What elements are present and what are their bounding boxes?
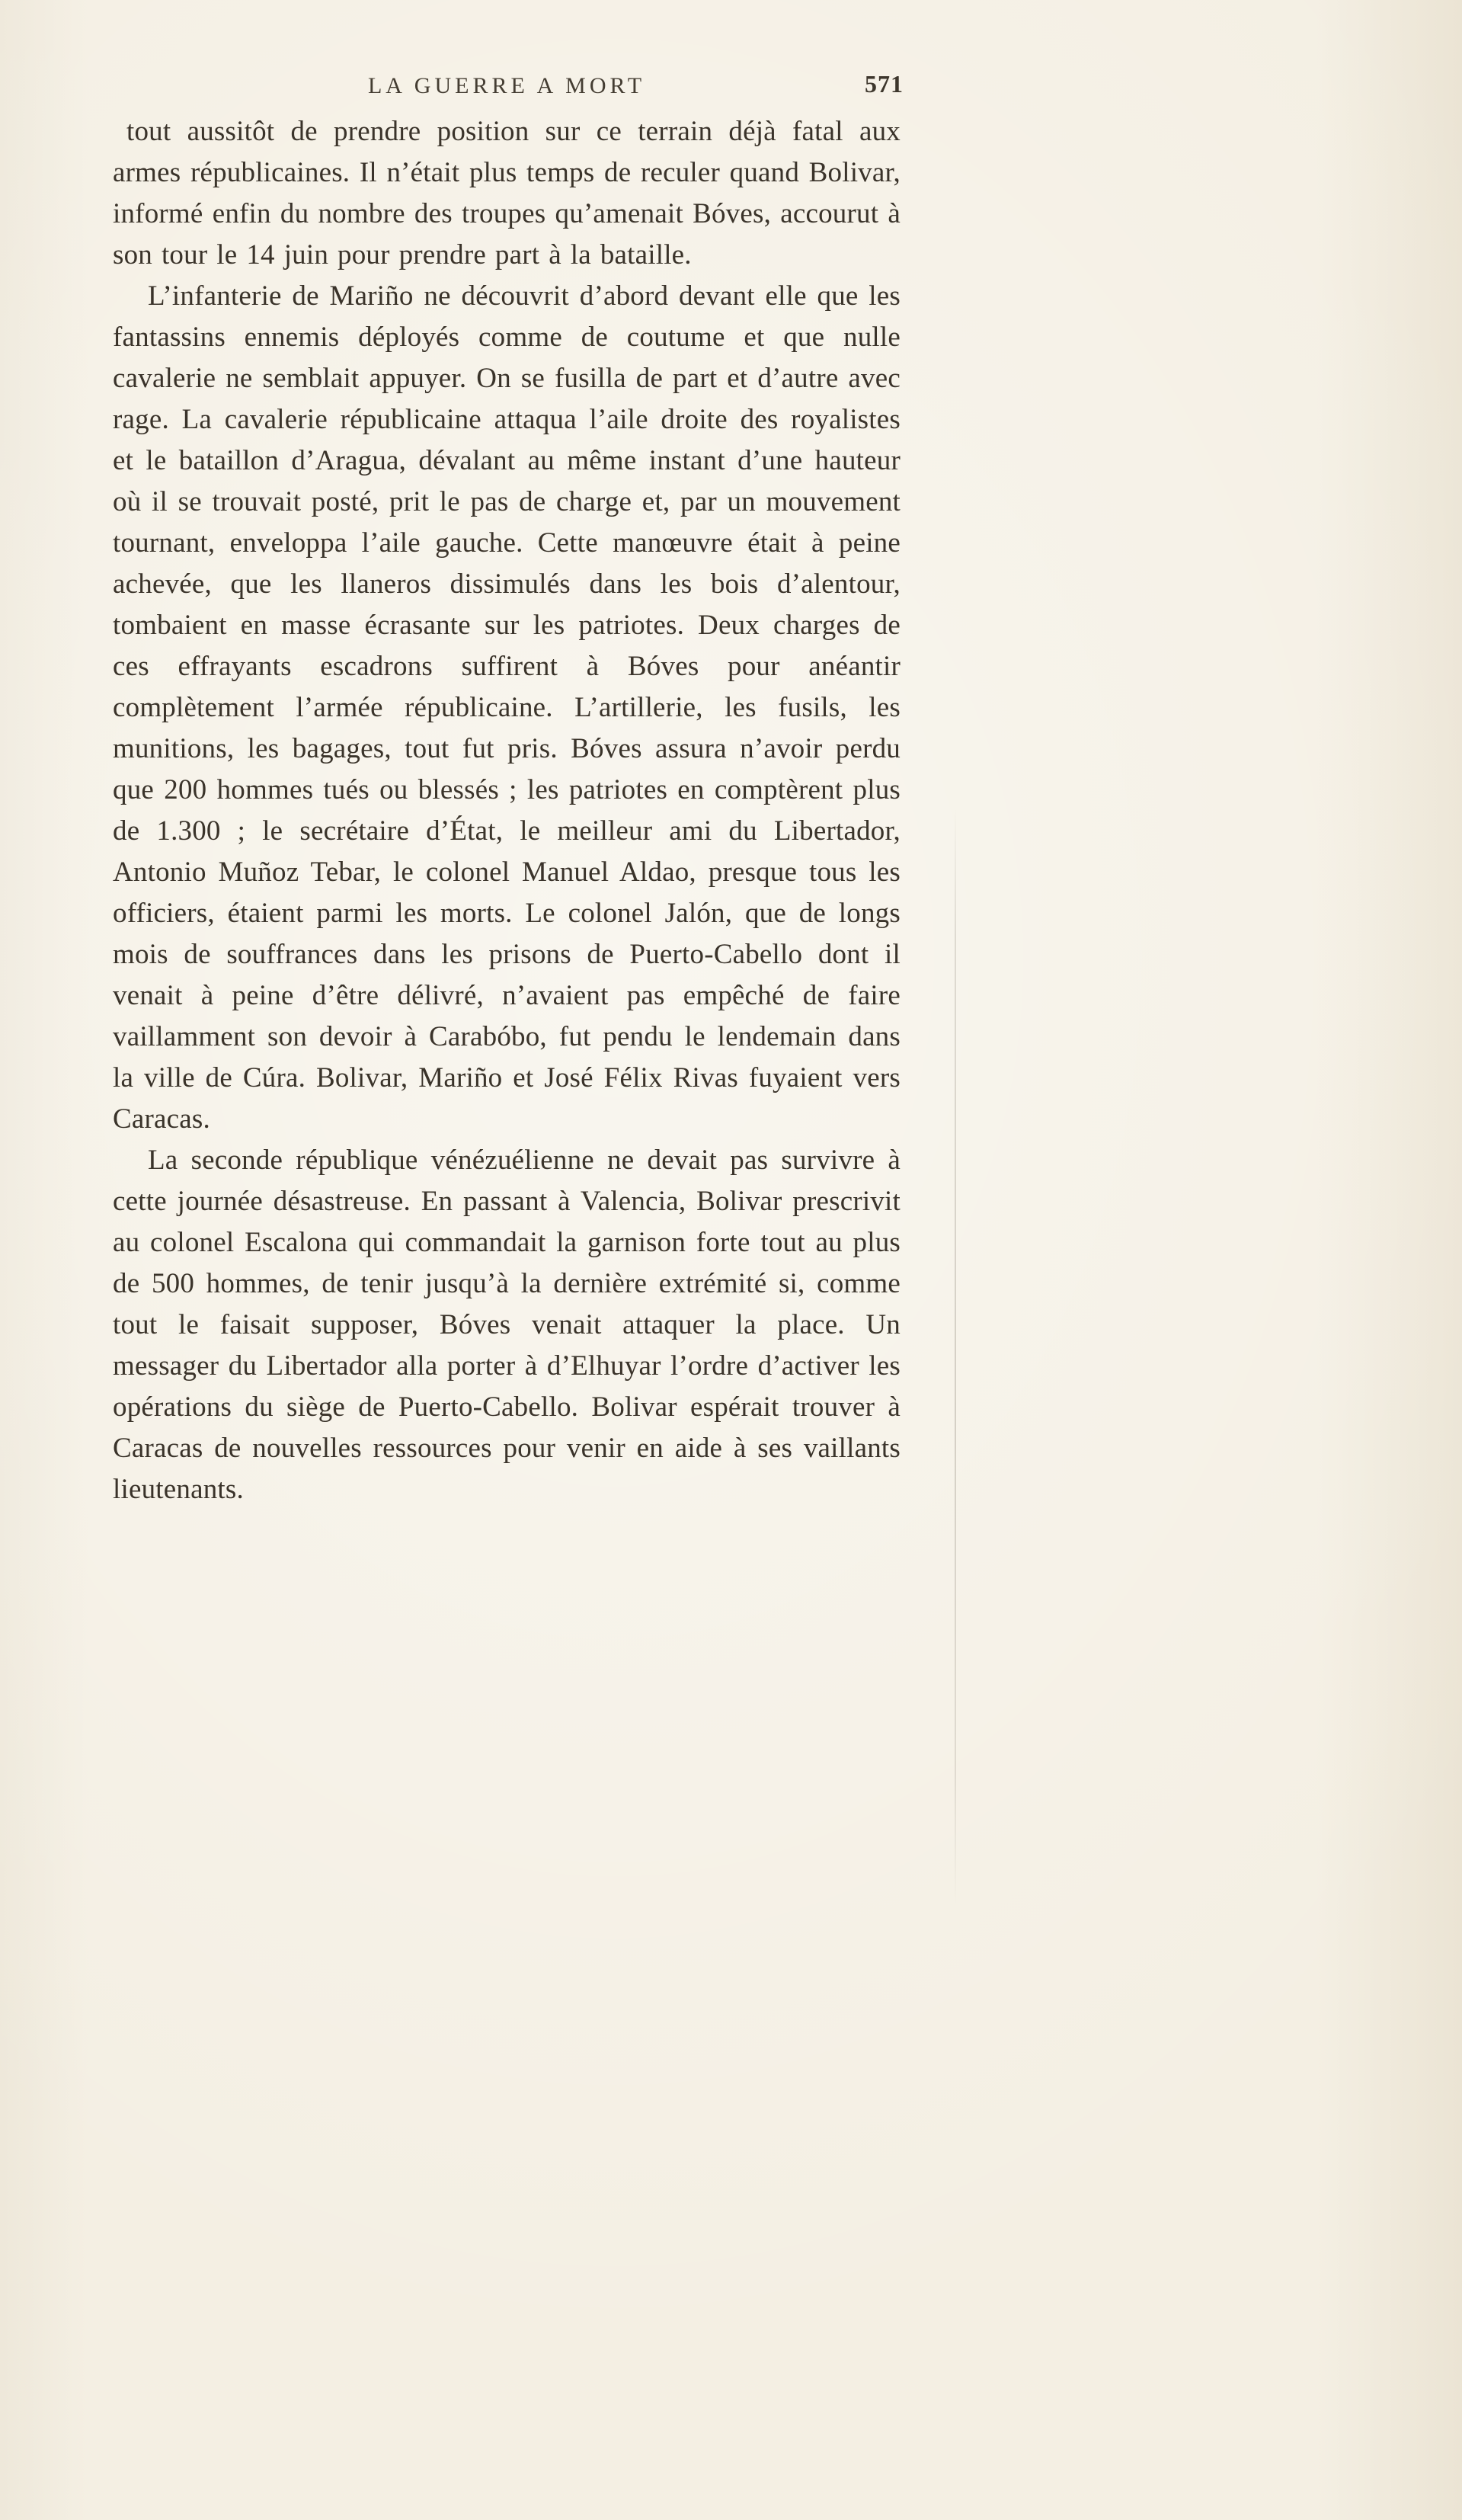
page-header <box>113 70 904 104</box>
page-number: 571 <box>865 70 904 98</box>
running-title: LA GUERRE A MORT <box>367 73 646 98</box>
paragraph: La seconde république vénézuélienne ne devait pas survivre à cette journée désastreuse. En passant à Valencia, Bolivar prescrivit au colonel Escalona qui commandait la garnison forte tout au plus de 500 hommes, de tenir jusqu’à la dernière extrémité si, comme tout le faisait supposer, Bóves venait attaquer la place. Un messager du Libertador alla porter à d’Elhuyar l’ordre d’activer les opérations du siège de Puerto-Cabello. Bolivar espérait trouver à Caracas de nouvelles ressources pour venir en aide à ses vaillants lieutenants. <box>113 1145 901 1505</box>
paragraph-continued: tout aussitôt de prendre position sur ce terrain déjà fatal aux armes républicaines. Il n’était plus temps de reculer quand Bolivar, informé enfin du nombre des troupes qu’amenait Bóves, accourut à son tour le 14 juin pour prendre part à la bataille. <box>113 116 901 271</box>
page-edge-artifact <box>955 808 956 1905</box>
body-text <box>113 111 901 1510</box>
paragraph: L’infanterie de Mariño ne découvrit d’abord devant elle que les fantassins ennemis déployés comme de coutume et que nulle cavalerie ne semblait appuyer. On se fusilla de part et d’autre avec rage. La cavalerie républicaine attaqua l’aile droite des royalistes et le bataillon d’Aragua, dévalant au même instant d’une hauteur où il se trouvait posté, prit le pas de charge et, par un mouvement tournant, enveloppa l’aile gauche. Cette manœuvre était à peine achevée, que les llaneros dissimulés dans les bois d’alentour, tombaient en masse écrasante sur les patriotes. Deux charges de ces effrayants escadrons suffirent à Bóves pour anéantir complètement l’armée républicaine. L’artillerie, les fusils, les munitions, les bagages, tout fut pris. Bóves assura n’avoir perdu que 200 hommes tués ou blessés ; les patriotes en comptèrent plus de 1.300 ; le secrétaire d’État, le meilleur ami du Libertador, Antonio Muñoz Tebar, le colonel Manuel Aldao, presque tous les officiers, étaient parmi les morts. Le colonel Jalón, que de longs mois de souffrances dans les prisons de Puerto-Cabello dont il venait à peine d’être délivré, n’avaient pas empêché de faire vaillamment son devoir à Carabóbo, fut pendu le lendemain dans la ville de Cúra. Bolivar, Mariño et José Félix Rivas fuyaient vers Caracas. <box>113 280 901 1135</box>
